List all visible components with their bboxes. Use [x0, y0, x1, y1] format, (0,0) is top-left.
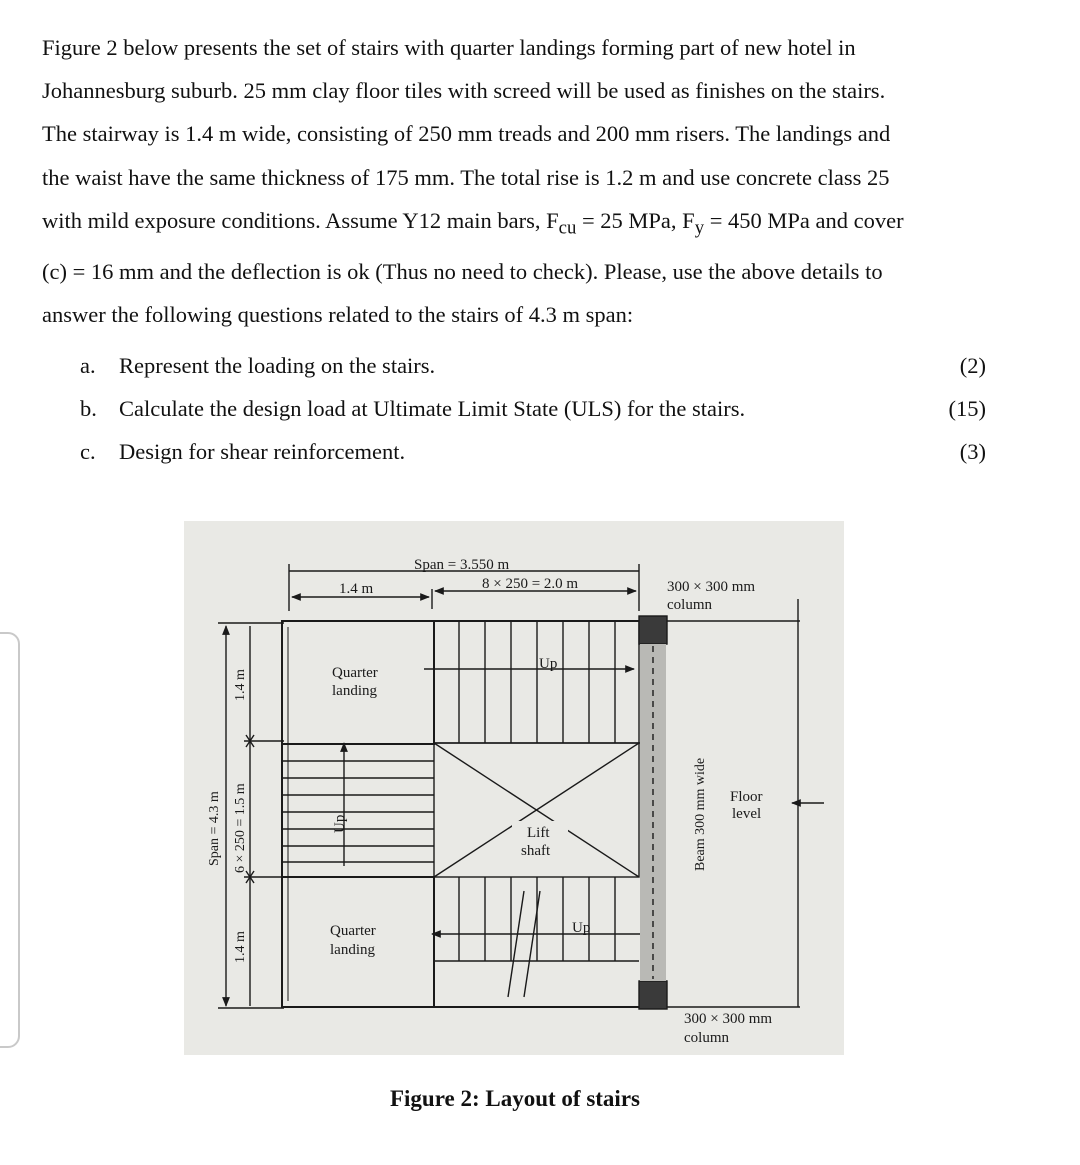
bottom-flight	[432, 877, 644, 997]
intro-line-5-b: = 25 MPa, F	[576, 207, 695, 233]
label-beam: Beam 300 mm wide	[693, 757, 708, 871]
label-span-top: Span = 3.550 m	[414, 557, 510, 573]
label-treads-top: 8 × 250 = 2.0 m	[482, 576, 579, 592]
question-a-label: a.	[80, 353, 96, 378]
intro-line-5-a: with mild exposure conditions. Assume Y12 main bars, F	[42, 207, 559, 233]
question-c-label: c.	[80, 439, 96, 464]
label-dim-top: 1.4 m	[233, 669, 248, 701]
question-b-text: Calculate the design load at Ultimate Limit State (ULS) for the stairs.	[119, 396, 746, 421]
intro-line-7: answer the following questions related to the stairs of 4.3 m span:	[42, 301, 634, 327]
intro-line-5	[42, 199, 986, 250]
label-column-bottom-2: column	[684, 1030, 729, 1046]
intro-line-4: the waist have the same thickness of 175 mm. The total rise is 1.2 m and use concrete class 25	[42, 164, 890, 190]
label-floor-2: level	[732, 806, 762, 822]
question-b-label: b.	[80, 396, 97, 421]
stairs-layout-figure	[184, 521, 844, 1055]
label-column-top-2: column	[667, 597, 712, 613]
side-panel-tab[interactable]	[0, 632, 20, 1048]
left-flight	[282, 743, 434, 866]
fcu-subscript: cu	[558, 217, 577, 239]
left-dimensions	[218, 623, 284, 1008]
label-quarter-landing-bottom-2: landing	[330, 942, 375, 958]
label-up-top: Up	[539, 656, 558, 672]
fy-subscript: y	[694, 217, 705, 239]
figure-caption: Figure 2: Layout of stairs	[389, 1086, 640, 1111]
label-column-top-1: 300 × 300 mm	[667, 579, 756, 595]
label-up-left: Up	[332, 814, 348, 833]
intro-line-6: (c) = 16 mm and the deflection is ok (Thus no need to check). Please, use the above details to	[42, 258, 883, 284]
question-b	[80, 387, 986, 430]
question-a-marks: (2)	[959, 353, 986, 378]
question-c-marks: (3)	[959, 439, 986, 464]
label-column-bottom-1: 300 × 300 mm	[684, 1011, 773, 1027]
bottom-column	[639, 981, 667, 1009]
question-c-text: Design for shear reinforcement.	[119, 439, 406, 464]
top-flight	[424, 621, 644, 743]
label-landing-width: 1.4 m	[339, 581, 374, 597]
label-quarter-landing-top-1: Quarter	[332, 665, 378, 681]
label-quarter-landing-bottom-1: Quarter	[330, 923, 376, 939]
intro-line-5-c: = 450 MPa and cover	[704, 207, 904, 233]
question-a	[80, 344, 986, 387]
top-column	[639, 616, 667, 644]
label-lift-1: Lift	[527, 825, 550, 841]
label-quarter-landing-top-2: landing	[332, 683, 377, 699]
intro-line-3: The stairway is 1.4 m wide, consisting of 250 mm treads and 200 mm risers. The landings and	[42, 121, 891, 147]
stairs-plan-drawing	[184, 521, 844, 1055]
label-dim-mid: 6 × 250 = 1.5 m	[233, 783, 248, 873]
question-b-marks: (15)	[948, 396, 986, 421]
label-dim-bottom: 1.4 m	[233, 931, 248, 963]
figure-labels	[207, 557, 772, 1046]
question-c	[80, 430, 986, 473]
question-a-text: Represent the loading on the stairs.	[119, 353, 436, 378]
label-dim-total: Span = 4.3 m	[207, 791, 222, 866]
label-up-bottom: Up	[572, 920, 591, 936]
problem-statement	[42, 26, 986, 336]
question-list	[80, 344, 986, 473]
intro-line-1: Figure 2 below presents the set of stairs with quarter landings forming part of new hotel in	[42, 35, 856, 60]
intro-line-2: Johannesburg suburb. 25 mm clay floor tiles with screed will be used as finishes on the stairs.	[42, 78, 886, 104]
label-floor-1: Floor	[730, 789, 763, 805]
label-lift-2: shaft	[521, 843, 551, 859]
